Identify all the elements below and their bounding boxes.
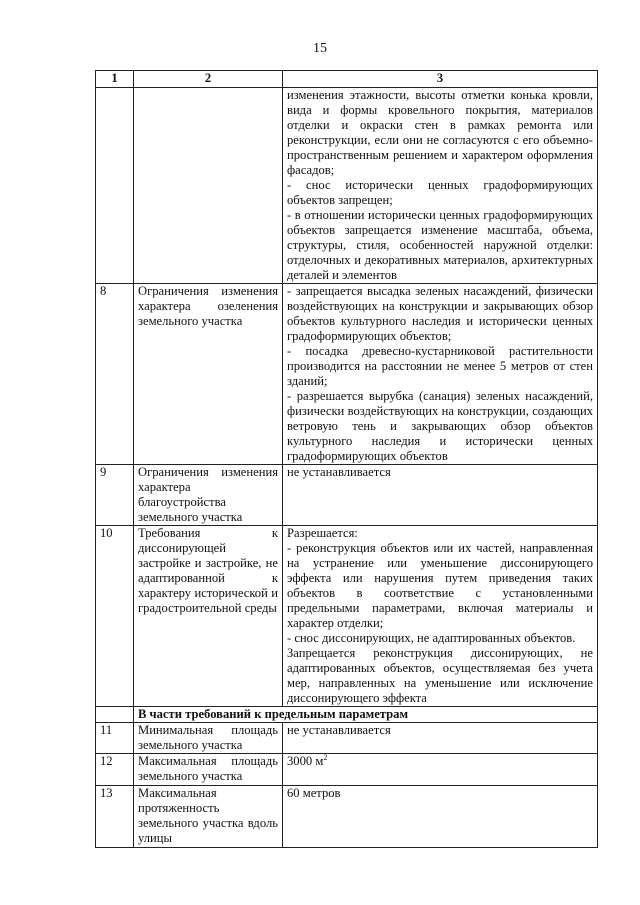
row-title: Требования к диссонирующей застройке и застройке, не адаптированной к характеру исторической и градостроительной среды (134, 526, 283, 707)
row-title: Минимальная площадь земельного участка (134, 723, 283, 754)
table-row (96, 754, 598, 786)
requirements-table (95, 70, 598, 848)
table-header-row (96, 71, 598, 88)
column-header: 3 (283, 71, 598, 88)
table-row (96, 786, 598, 848)
section-row (96, 707, 598, 723)
content-paragraph: Запрещается реконструкция диссонирующих, не адаптированных объектов, осуществляемая без учета мер, направленных на уменьшение или исключение диссонирующего эффекта (287, 646, 593, 705)
content-paragraph: - реконструкция объектов или их частей, направленная на устранение или уменьшение диссонирующего эффекта или нарушения путем приведения таких объектов в соответствие с установленными предельными параметрами, включая материалы и характер отделки; (287, 541, 593, 630)
table-row (96, 526, 598, 707)
row-number: 9 (96, 465, 134, 526)
row-title: Максимальная площадь земельного участка (134, 754, 283, 786)
row-number: 10 (96, 526, 134, 707)
content-paragraph: - разрешается вырубка (санация) зеленых насаждений, физически воздействующих на конструкции, создающих ветровую тень и закрывающих обзор объектов культурного наследия и исторически ценных градоформирующих объектов (287, 389, 593, 463)
content-paragraph: - запрещается высадка зеленых насаждений, физически воздействующих на конструкции и закрывающих обзор объектов культурного наследия и исторически ценных градоформирующих объектов; (287, 284, 593, 343)
column-header: 1 (96, 71, 134, 88)
row-content: не устанавливается (283, 465, 598, 526)
content-paragraph: - посадка древесно-кустарниковой растительности производится на расстоянии не менее 5 метров от стен зданий; (287, 344, 593, 388)
content-paragraph: - снос исторически ценных градоформирующих объектов запрещен; (287, 178, 593, 207)
row-content: 3000 $м^2$ (283, 754, 598, 786)
table-row (96, 723, 598, 754)
row-number: 13 (96, 786, 134, 848)
content-paragraph: - в отношении исторически ценных градоформирующих объектов запрещается изменение масштаба, объема, структуры, стиля, особенностей наружной отделки: отделочных и декоративных материалов, архитектурных деталей и элементов (287, 208, 593, 282)
table-row (96, 465, 598, 526)
row-content (283, 284, 598, 465)
row-title: Ограничения изменения характера благоустройства земельного участка (134, 465, 283, 526)
page-number: 15 (313, 41, 327, 56)
row-content (283, 526, 598, 707)
row-number: 11 (96, 723, 134, 754)
content-paragraph: Разрешается: (287, 526, 358, 540)
table-row (96, 284, 598, 465)
row-content: не устанавливается (283, 723, 598, 754)
row-number: 8 (96, 284, 134, 465)
row-title (134, 88, 283, 284)
column-header: 2 (134, 71, 283, 88)
row-content (283, 88, 598, 284)
table-row (96, 88, 598, 284)
row-content: 60 метров (283, 786, 598, 848)
row-title: Максимальная протяженность земельного участка вдоль улицы (134, 786, 283, 848)
content-paragraph: изменения этажности, высоты отметки конька кровли, вида и формы кровельного покрытия, материалов отделки и окраски стен в рамках ремонта или реконструкции, если они не согласуются с его объемно-пространственным решением и характером оформления фасадов; (287, 88, 593, 177)
row-number: 12 (96, 754, 134, 786)
row-number (96, 88, 134, 284)
content-paragraph: - снос диссонирующих, не адаптированных объектов. (287, 631, 576, 645)
section-title: В части требований к предельным параметрам (134, 707, 598, 723)
row-title: Ограничения изменения характера озеленения земельного участка (134, 284, 283, 465)
